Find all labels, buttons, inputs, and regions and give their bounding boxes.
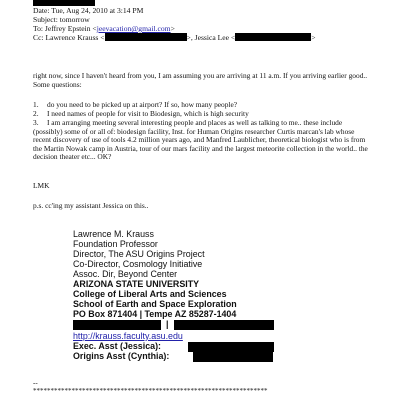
to-email-link[interactable]: jeevacation@gmail.com	[96, 24, 171, 33]
sig-address: PO Box 871404 | Tempe AZ 85287-1404	[73, 309, 237, 319]
redacted-block	[174, 320, 274, 330]
item-text: I need names of people for visit to Biodesign, which is high security	[47, 109, 249, 118]
body-paragraph	[33, 71, 373, 89]
sig-origins-asst: Origins Asst (Cynthia):	[73, 351, 170, 361]
to-prefix: To: Jeffrey Epstein <	[33, 24, 97, 33]
cc-middle: >, Jessica Lee <	[186, 33, 236, 42]
item-text: I am arranging meeting several interesting people and places as well as talking to me.. these include (possibly) some of or all of: biodesign facility, Inst. for Human Origins researcher Curtis marcan's lab whose recent discovery of use of tools 4.2 million years ago, and Manfred Laublicher, theoretical biologist who is from the Martin Nowak camp in Austria, tour of our mars facility and the largest meteorite collection in the world.. the decision theater etc... OK?	[33, 118, 368, 162]
sig-separator: |	[166, 319, 169, 329]
cc-suffix: >	[311, 33, 316, 42]
cc-line	[33, 33, 315, 42]
redacted-block	[188, 342, 274, 352]
redacted-block	[193, 352, 273, 362]
sig-title: Assoc. Dir, Beyond Center	[73, 269, 178, 279]
ps-line: p.s. cc'ing my assistant Jessica on this..	[33, 201, 149, 210]
item-number: 2.	[33, 109, 39, 118]
sig-school: School of Earth and Space Exploration	[73, 299, 237, 309]
sig-college: College of Liberal Arts and Sciences	[73, 289, 227, 299]
sig-title: Foundation Professor	[73, 239, 158, 249]
date-line: Date: Tue, Aug 24, 2010 at 3:14 PM	[33, 6, 144, 15]
subject-line: Subject: tomorrow	[33, 15, 90, 24]
to-suffix: >	[170, 24, 175, 33]
lmk-line: LMK	[33, 181, 50, 190]
sig-title: Co-Director, Cosmology Initiative	[73, 259, 203, 269]
item-number: 1.	[33, 100, 39, 109]
redacted-block	[105, 33, 187, 41]
sig-university: ARIZONA STATE UNIVERSITY	[73, 279, 200, 289]
redacted-block	[73, 320, 161, 330]
sig-url-link[interactable]: http://krauss.faculty.asu.edu	[73, 331, 183, 341]
item-number: 3.	[33, 118, 39, 127]
redacted-block	[235, 33, 311, 41]
footer-dashes: --	[33, 379, 38, 387]
to-line	[33, 24, 175, 33]
list-item	[33, 119, 368, 162]
footer-stars: *******************************************************************	[33, 387, 268, 395]
cc-prefix: Cc: Lawrence Krauss <	[33, 33, 105, 42]
sig-title: Director, The ASU Origins Project	[73, 249, 205, 259]
para-arrival: right now, since I haven't heard from you, I am assuming you are arriving at 11 a.m. If you arriving earlier good.. Some questions:	[33, 71, 368, 89]
sig-name: Lawrence M. Krauss	[73, 229, 154, 239]
item-text: do you need to be picked up at airport? If so, how many people?	[47, 100, 238, 109]
sig-exec-asst: Exec. Asst (Jessica):	[73, 341, 161, 351]
